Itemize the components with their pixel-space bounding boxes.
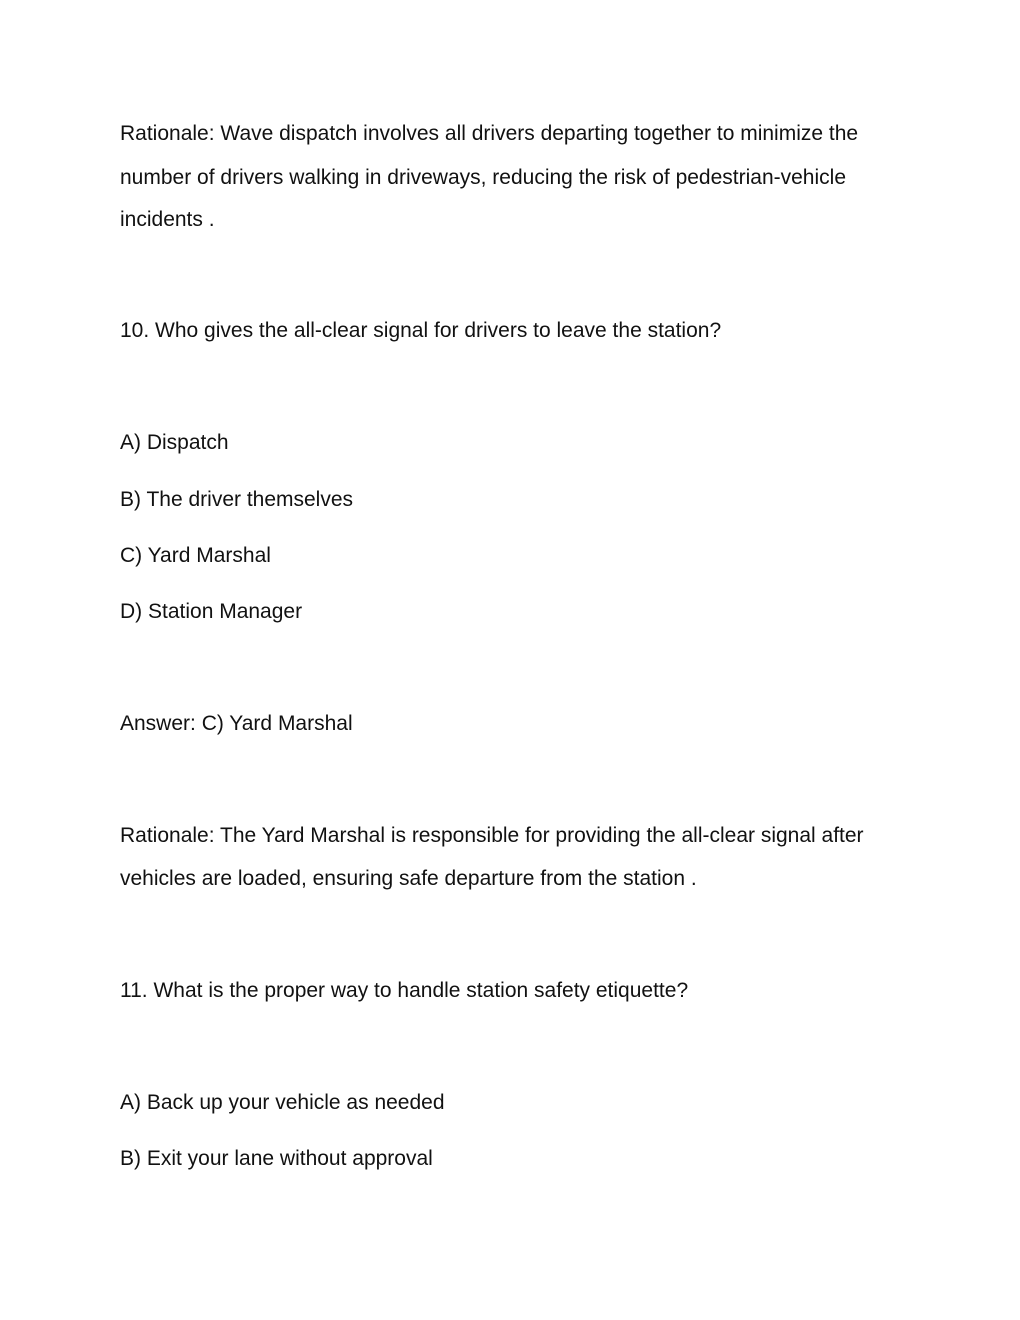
- rationale-9-line-2: number of drivers walking in driveways, reducing the risk of pedestrian-vehicle: [120, 166, 846, 189]
- rationale-9-line-3: incidents .: [120, 208, 215, 231]
- rationale-10-line-1: Rationale: The Yard Marshal is responsible for providing the all-clear signal after: [120, 824, 864, 847]
- question-10-option-c: C) Yard Marshal: [120, 544, 271, 567]
- question-11-option-b: B) Exit your lane without approval: [120, 1147, 433, 1170]
- question-11-prompt: 11. What is the proper way to handle station safety etiquette?: [120, 979, 689, 1002]
- question-10-answer: Answer: C) Yard Marshal: [120, 712, 353, 735]
- question-11-option-a: A) Back up your vehicle as needed: [120, 1091, 445, 1114]
- question-10-option-d: D) Station Manager: [120, 600, 303, 623]
- question-10-option-a: A) Dispatch: [120, 431, 229, 454]
- question-10-prompt: 10. Who gives the all-clear signal for drivers to leave the station?: [120, 319, 722, 342]
- rationale-9-line-1: Rationale: Wave dispatch involves all drivers departing together to minimize the: [120, 122, 859, 145]
- question-10-option-b: B) The driver themselves: [120, 488, 354, 511]
- rationale-10-line-2: vehicles are loaded, ensuring safe departure from the station .: [120, 867, 697, 890]
